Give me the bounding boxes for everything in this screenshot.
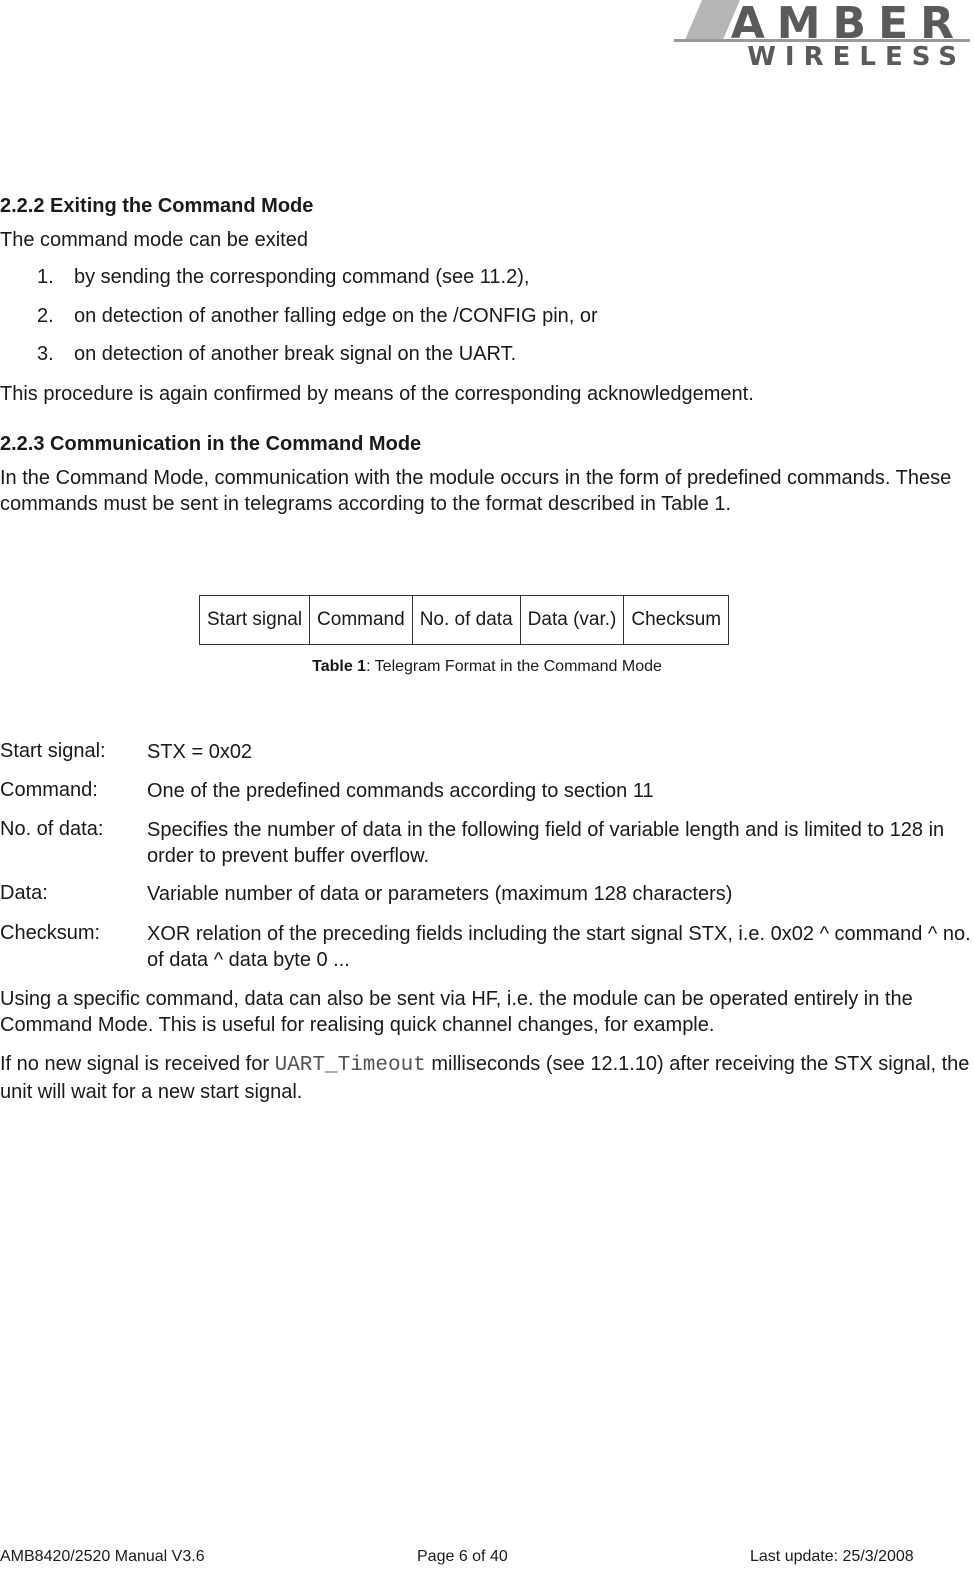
table-row — [200, 596, 729, 645]
definition-desc: STX = 0x02 — [147, 741, 253, 763]
definition-desc: Variable number of data or parameters (maximum 128 characters) — [147, 883, 733, 905]
table-caption-label: Table 1 — [312, 658, 367, 675]
section-heading-communication-command-mode: 2.2.3 Communication in the Command Mode — [0, 433, 422, 455]
footer-manual-version: AMB8420/2520 Manual V3.6 — [0, 1548, 205, 1565]
table-cell-command: Command — [310, 596, 413, 645]
table-caption — [0, 658, 974, 676]
table-cell-start-signal: Start signal — [200, 596, 310, 645]
logo-brand-text: AMBER — [730, 0, 966, 49]
telegram-format-table — [199, 595, 729, 645]
list-item-text: on detection of another break signal on the UART. — [74, 343, 517, 365]
list-item-number: 3. — [37, 343, 54, 365]
amber-wireless-logo — [674, 0, 970, 80]
table-cell-data-var: Data (var.) — [520, 596, 624, 645]
table-caption-text: : Telegram Format in the Command Mode — [366, 658, 662, 675]
footer-last-update: Last update: 25/3/2008 — [750, 1548, 914, 1565]
definition-desc: XOR relation of the preceding fields including the start signal STX, i.e. 0x02 ^ command ^ no. of data ^ data byte 0 ... — [147, 923, 971, 971]
exiting-outro-text: This procedure is again confirmed by means of the corresponding acknowledgement. — [0, 383, 754, 405]
list-item-text: on detection of another falling edge on the /CONFIG pin, or — [74, 305, 598, 327]
definition-term: Data: — [0, 882, 48, 904]
list-item — [37, 305, 598, 328]
definition-term: Start signal: — [0, 740, 106, 762]
table-cell-checksum: Checksum — [624, 596, 729, 645]
uart-timeout-code: UART_Timeout — [274, 1054, 426, 1077]
timeout-text-after: milliseconds (see 12.1.10) after receiving the STX signal, the unit will wait for a new start signal. — [0, 1053, 970, 1103]
list-item-number: 2. — [37, 305, 54, 327]
timeout-text-before: If no new signal is received for — [0, 1053, 275, 1075]
section-heading-exiting-command-mode: 2.2.2 Exiting the Command Mode — [0, 195, 314, 217]
communication-intro-text: In the Command Mode, communication with the module occurs in the form of predefined commands. These commands must be sent in telegrams according to the format described in Table 1. — [0, 467, 952, 515]
closing-paragraph-timeout — [0, 1051, 970, 1105]
list-item — [37, 266, 529, 289]
list-item — [37, 343, 516, 366]
logo-sub-text: WIRELESS — [747, 42, 966, 72]
definition-term: Checksum: — [0, 922, 101, 944]
closing-paragraph-hf: Using a specific command, data can also be sent via HF, i.e. the module can be operated entirely in the Command Mode. This is useful for realising quick channel changes, for example. — [0, 988, 913, 1036]
definition-term: No. of data: — [0, 818, 104, 840]
definition-desc: Specifies the number of data in the following field of variable length and is limited to 128 in order to prevent buffer overflow. — [147, 819, 945, 867]
footer-page-number: Page 6 of 40 — [417, 1548, 508, 1565]
exiting-intro-text: The command mode can be exited — [0, 229, 308, 251]
list-item-number: 1. — [37, 266, 54, 288]
definition-desc: One of the predefined commands according to section 11 — [147, 780, 654, 802]
list-item-text: by sending the corresponding command (see 11.2), — [74, 266, 530, 288]
definition-term: Command: — [0, 779, 98, 801]
table-cell-no-of-data: No. of data — [412, 596, 520, 645]
